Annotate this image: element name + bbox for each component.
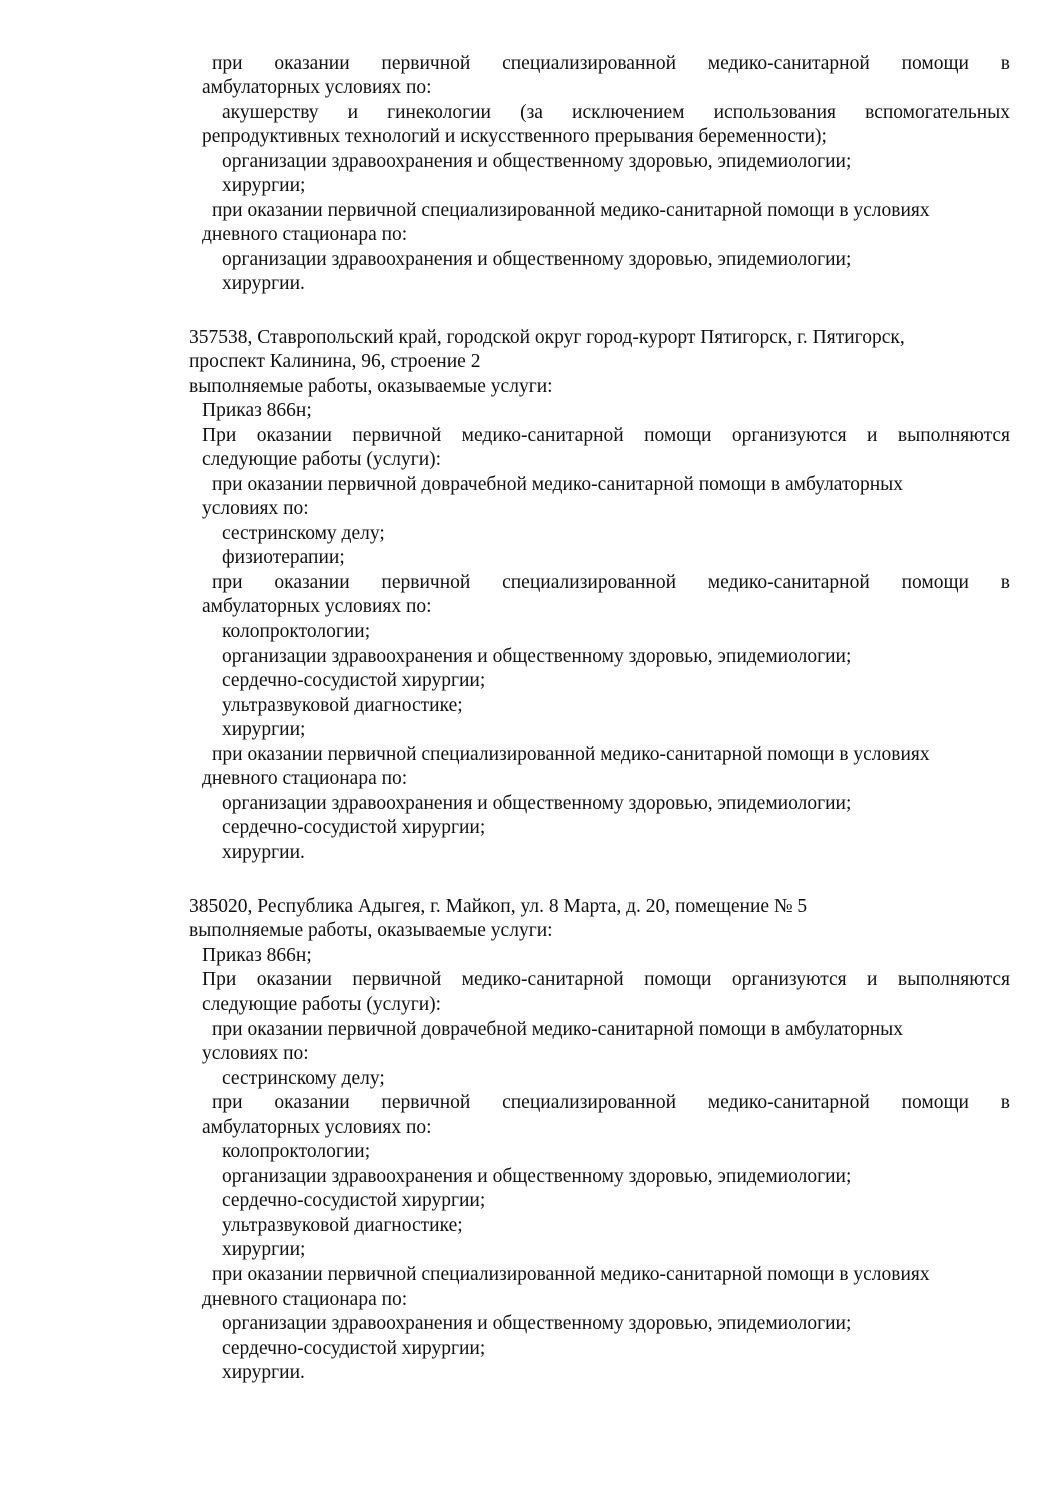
word: в <box>1000 1092 1010 1113</box>
text-line: организации здравоохранения и общественному здоровью, эпидемиологии; <box>222 249 852 270</box>
word: оказании <box>256 425 332 446</box>
justified-line <box>212 571 1010 596</box>
text-line: сердечно-сосудистой хирургии; <box>222 1190 486 1211</box>
word: специализированной <box>502 1092 677 1113</box>
word: первичной <box>381 572 471 593</box>
word: (за <box>520 102 543 123</box>
text-line: хирургии. <box>222 1362 305 1383</box>
word: гинекологии <box>387 102 491 123</box>
word: и <box>867 969 878 990</box>
justified-line <box>202 424 1010 449</box>
word: первичной <box>352 969 442 990</box>
word: оказании <box>256 969 332 990</box>
text-line: дневного стационара по: <box>202 1289 408 1310</box>
text-line: амбулаторных условиях по: <box>202 77 432 98</box>
text-line: сестринскому делу; <box>222 1068 385 1089</box>
text-line: колопроктологии; <box>222 1141 371 1162</box>
text-line: организации здравоохранения и общественному здоровью, эпидемиологии; <box>222 1313 852 1334</box>
text-line: при оказании первичной специализированной медико-санитарной помощи в условиях <box>212 200 930 221</box>
word: помощи <box>644 969 712 990</box>
text-line: амбулаторных условиях по: <box>202 1117 432 1138</box>
text-line: амбулаторных условиях по: <box>202 596 432 617</box>
text-line: выполняемые работы, оказываемые услуги: <box>189 920 553 941</box>
word: первичной <box>352 425 442 446</box>
word: организуются <box>731 425 847 446</box>
word: выполняются <box>897 425 1010 446</box>
text-line: сестринскому делу; <box>222 523 385 544</box>
justified-line <box>212 52 1010 77</box>
text-line: сердечно-сосудистой хирургии; <box>222 817 486 838</box>
word: при <box>212 1092 243 1113</box>
word: организуются <box>731 969 847 990</box>
word: помощи <box>901 53 969 74</box>
address-line: 385020, Республика Адыгея, г. Майкоп, ул. 8 Марта, д. 20, помещение № 5 <box>189 896 808 917</box>
text-line: хирургии; <box>222 719 306 740</box>
text-line: сердечно-сосудистой хирургии; <box>222 1338 486 1359</box>
word: использования <box>713 102 837 123</box>
text-line: условиях по: <box>202 1043 309 1064</box>
word: вспомогательных <box>865 102 1010 123</box>
word: При <box>202 969 237 990</box>
word: медико-санитарной <box>461 969 624 990</box>
justified-line <box>212 1091 1010 1116</box>
text-line: хирургии. <box>222 273 305 294</box>
text-line: ультразвуковой диагностике; <box>222 1215 463 1236</box>
justified-line <box>222 101 1010 126</box>
text-line: при оказании первичной доврачебной медико-санитарной помощи в амбулаторных <box>212 474 904 495</box>
word: медико-санитарной <box>461 425 624 446</box>
word: акушерству <box>222 102 319 123</box>
text-line: дневного стационара по: <box>202 768 408 789</box>
word: и <box>867 425 878 446</box>
word: медико-санитарной <box>707 572 870 593</box>
text-line: следующие работы (услуги): <box>202 449 442 470</box>
word: при <box>212 53 243 74</box>
word: выполняются <box>897 969 1010 990</box>
text-line: организации здравоохранения и общественному здоровью, эпидемиологии; <box>222 793 852 814</box>
text-line: дневного стационара по: <box>202 224 408 245</box>
word: первичной <box>381 53 471 74</box>
text-line: при оказании первичной специализированной медико-санитарной помощи в условиях <box>212 1264 930 1285</box>
text-line: при оказании первичной доврачебной медико-санитарной помощи в амбулаторных <box>212 1019 904 1040</box>
text-line: Приказ 866н; <box>202 945 312 966</box>
word: медико-санитарной <box>707 53 870 74</box>
text-line: хирургии. <box>222 842 305 863</box>
address-line: проспект Калинина, 96, строение 2 <box>189 351 481 372</box>
word: При <box>202 425 237 446</box>
text-line: хирургии; <box>222 1239 306 1260</box>
word: при <box>212 572 243 593</box>
address-line: 357538, Ставропольский край, городской округ город-курорт Пятигорск, г. Пятигорск, <box>189 327 905 348</box>
text-line: при оказании первичной специализированной медико-санитарной помощи в условиях <box>212 744 930 765</box>
text-line: Приказ 866н; <box>202 400 312 421</box>
word: медико-санитарной <box>707 1092 870 1113</box>
text-line: колопроктологии; <box>222 621 371 642</box>
text-line: выполняемые работы, оказываемые услуги: <box>189 376 553 397</box>
text-line: физиотерапии; <box>222 547 345 568</box>
text-line: хирургии; <box>222 175 306 196</box>
word: помощи <box>644 425 712 446</box>
text-line: условиях по: <box>202 498 309 519</box>
word: в <box>1000 53 1010 74</box>
text-line: организации здравоохранения и общественному здоровью, эпидемиологии; <box>222 646 852 667</box>
word: оказании <box>274 1092 350 1113</box>
word: специализированной <box>502 53 677 74</box>
justified-line <box>202 968 1010 993</box>
text-line: организации здравоохранения и общественному здоровью, эпидемиологии; <box>222 151 852 172</box>
text-line: следующие работы (услуги): <box>202 994 442 1015</box>
text-line: организации здравоохранения и общественному здоровью, эпидемиологии; <box>222 1166 852 1187</box>
word: специализированной <box>502 572 677 593</box>
text-line: сердечно-сосудистой хирургии; <box>222 670 486 691</box>
word: первичной <box>381 1092 471 1113</box>
word: в <box>1000 572 1010 593</box>
word: помощи <box>901 572 969 593</box>
word: оказании <box>274 572 350 593</box>
word: исключением <box>572 102 685 123</box>
text-line: ультразвуковой диагностике; <box>222 695 463 716</box>
word: помощи <box>901 1092 969 1113</box>
word: оказании <box>274 53 350 74</box>
text-line: репродуктивных технологий и искусственного прерывания беременности); <box>202 126 827 147</box>
word: и <box>347 102 359 123</box>
